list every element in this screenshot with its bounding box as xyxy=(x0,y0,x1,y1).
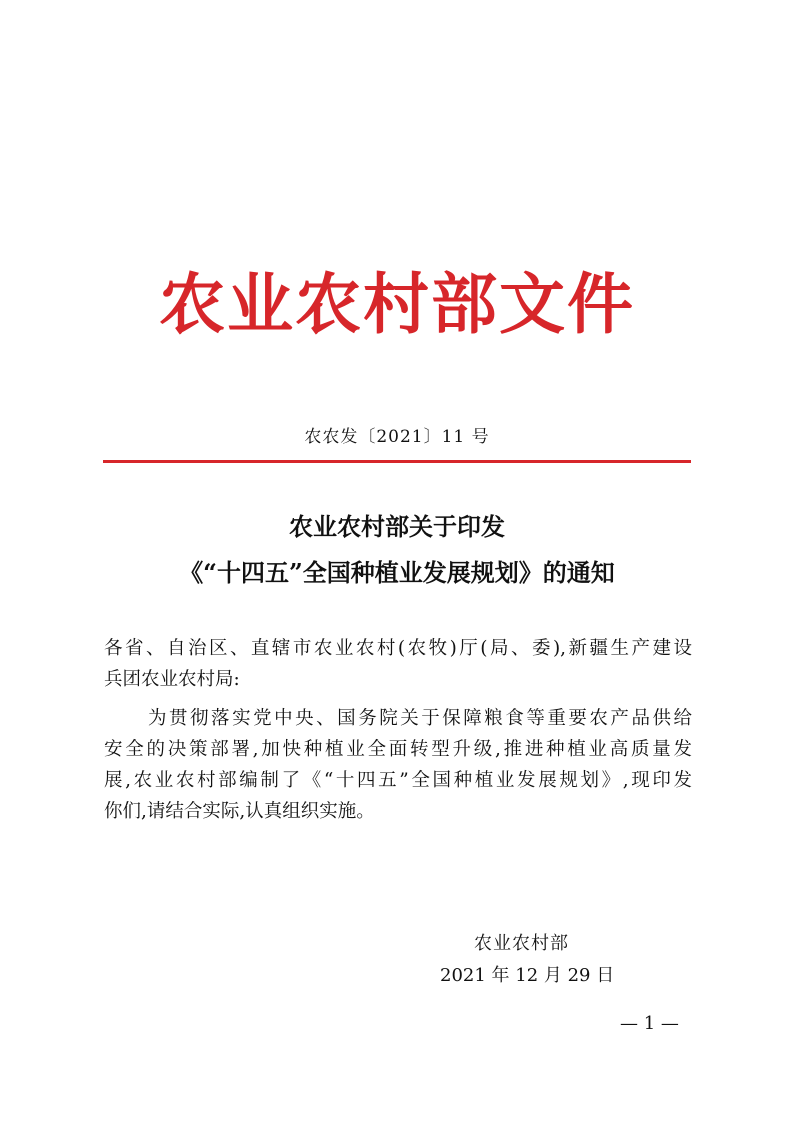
issue-date: 2021 年 12 月 29 日 xyxy=(440,965,615,986)
document-title-line-1: 农业农村部关于印发 xyxy=(289,512,505,541)
signing-authority: 农业农村部 xyxy=(474,933,569,954)
body-paragraph-line-1: 为贯彻落实党中央、国务院关于保障粮食等重要农产品供给 xyxy=(148,708,692,729)
body-paragraph-line-2: 安全的决策部署,加快种植业全面转型升级,推进种植业高质量发 xyxy=(104,739,692,760)
red-divider-line xyxy=(103,460,691,463)
document-title-line-2: 《“十四五”全国种植业发展规划》的通知 xyxy=(179,558,615,587)
document-number: 农农发〔2021〕11 号 xyxy=(304,427,490,447)
body-paragraph-line-3: 展,农业农村部编制了《“十四五”全国种植业发展规划》,现印发 xyxy=(104,770,692,791)
body-paragraph-line-4: 你们,请结合实际,认真组织实施。 xyxy=(104,801,375,822)
addressee-line-1: 各省、自治区、直辖市农业农村(农牧)厅(局、委),新疆生产建设 xyxy=(104,638,692,659)
issuer-header-title: 农业农村部文件 xyxy=(159,265,635,343)
page-number: — 1 — xyxy=(620,1013,679,1034)
addressee-line-2: 兵团农业农村局: xyxy=(104,669,240,690)
